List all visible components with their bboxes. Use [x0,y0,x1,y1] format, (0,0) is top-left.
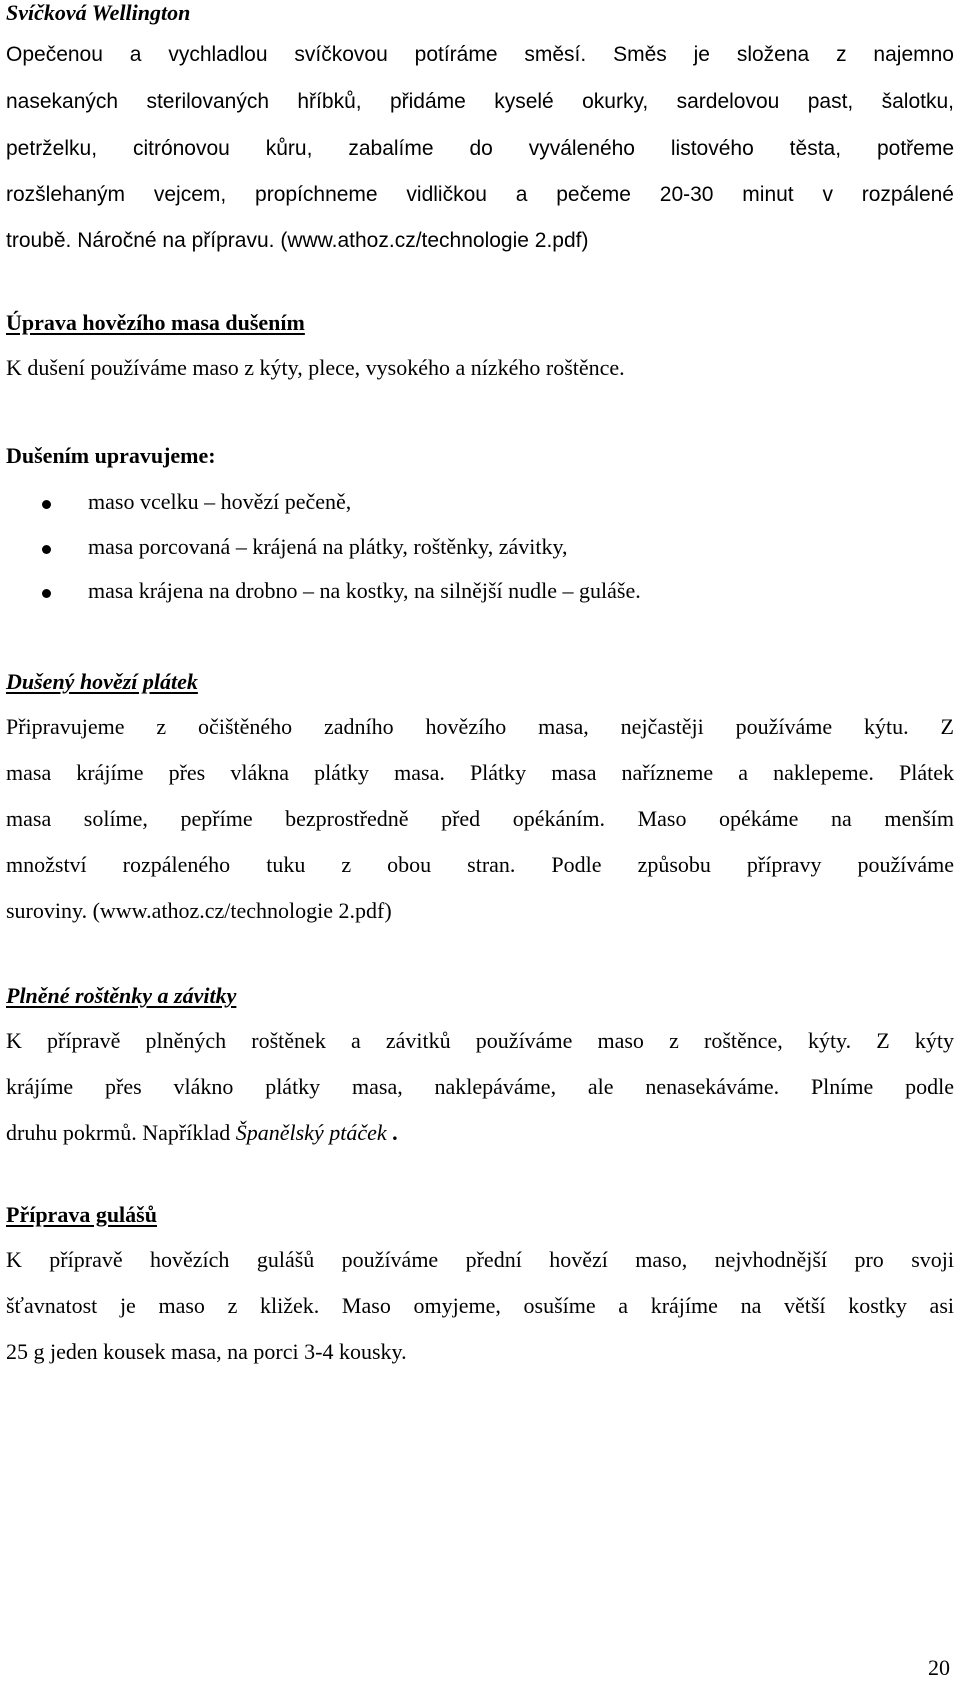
paragraph-line: 25 g jeden kousek masa, na porci 3-4 kousky. [6,1339,407,1364]
heading-plnene-rostenky: Plněné roštěnky a závitky [6,983,237,1008]
page-number: 20 [928,1655,950,1680]
bullet-dot-icon [42,545,51,554]
paragraph-line: šťavnatost je maso z kližek. Maso omyjeme, osušíme a krájíme na větší kostky asi [6,1293,954,1318]
paragraph-line [6,1120,398,1145]
paragraph-line: Opečenou a vychladlou svíčkovou potíráme směsí. Směs je složena z najemno [6,43,954,66]
list-item: masa porcovaná – krájená na plátky, roštěnky, závitky, [88,534,568,559]
recipe-name: Španělský ptáček [235,1120,387,1145]
paragraph-line: rozšlehaným vejcem, propíchneme vidličkou a pečeme 20-30 minut v rozpálené [6,183,954,206]
bullet-dot-icon [42,500,51,509]
paragraph-line: krájíme přes vlákno plátky masa, naklepáváme, ale nenasekáváme. Plníme podle [6,1074,954,1099]
paragraph-line: množství rozpáleného tuku z obou stran. Podle způsobu přípravy používáme [6,852,954,877]
heading-svickova-wellington: Svíčková Wellington [6,0,191,25]
list-item: masa krájena na drobno – na kostky, na silnější nudle – guláše. [88,578,641,603]
heading-uprava-dusenim: Úprava hovězího masa dušením [6,310,305,335]
heading-duseny-platek: Dušený hovězí plátek [6,669,198,694]
bullet-dot-icon [42,589,51,598]
paragraph-line: nasekaných sterilovaných hříbků, přidáme kyselé okurky, sardelovou past, šalotku, [6,90,954,113]
paragraph-line: Připravujeme z očištěného zadního hovězího masa, nejčastěji používáme kýtu. Z [6,714,954,739]
paragraph-line: masa krájíme přes vlákna plátky masa. Plátky masa nařízneme a naklepeme. Plátek [6,760,954,785]
paragraph-line: K přípravě plněných roštěnek a závitků používáme maso z roštěnce, kýty. Z kýty [6,1028,954,1053]
list-item: maso vcelku – hovězí pečeně, [88,489,352,514]
heading-dusenim-upravujeme: Dušením upravujeme: [6,443,216,468]
paragraph-line: masa solíme, pepříme bezprostředně před opékáním. Maso opékáme na menším [6,806,954,831]
paragraph-line: troubě. Náročné na přípravu. (www.athoz.cz/technologie 2.pdf) [6,229,589,252]
text-fragment: . [386,1120,398,1145]
text-fragment: druhu pokrmů. Například [6,1120,236,1145]
paragraph-line: suroviny. (www.athoz.cz/technologie 2.pdf) [6,898,392,923]
paragraph-line: K přípravě hovězích gulášů používáme přední hovězí maso, nejvhodnější pro svoji [6,1247,954,1272]
paragraph-line: K dušení používáme maso z kýty, plece, vysokého a nízkého roštěnce. [6,355,625,380]
heading-priprava-gulasu: Příprava gulášů [6,1202,157,1227]
paragraph-line: petrželku, citrónovou kůru, zabalíme do vyváleného listového těsta, potřeme [6,137,954,160]
